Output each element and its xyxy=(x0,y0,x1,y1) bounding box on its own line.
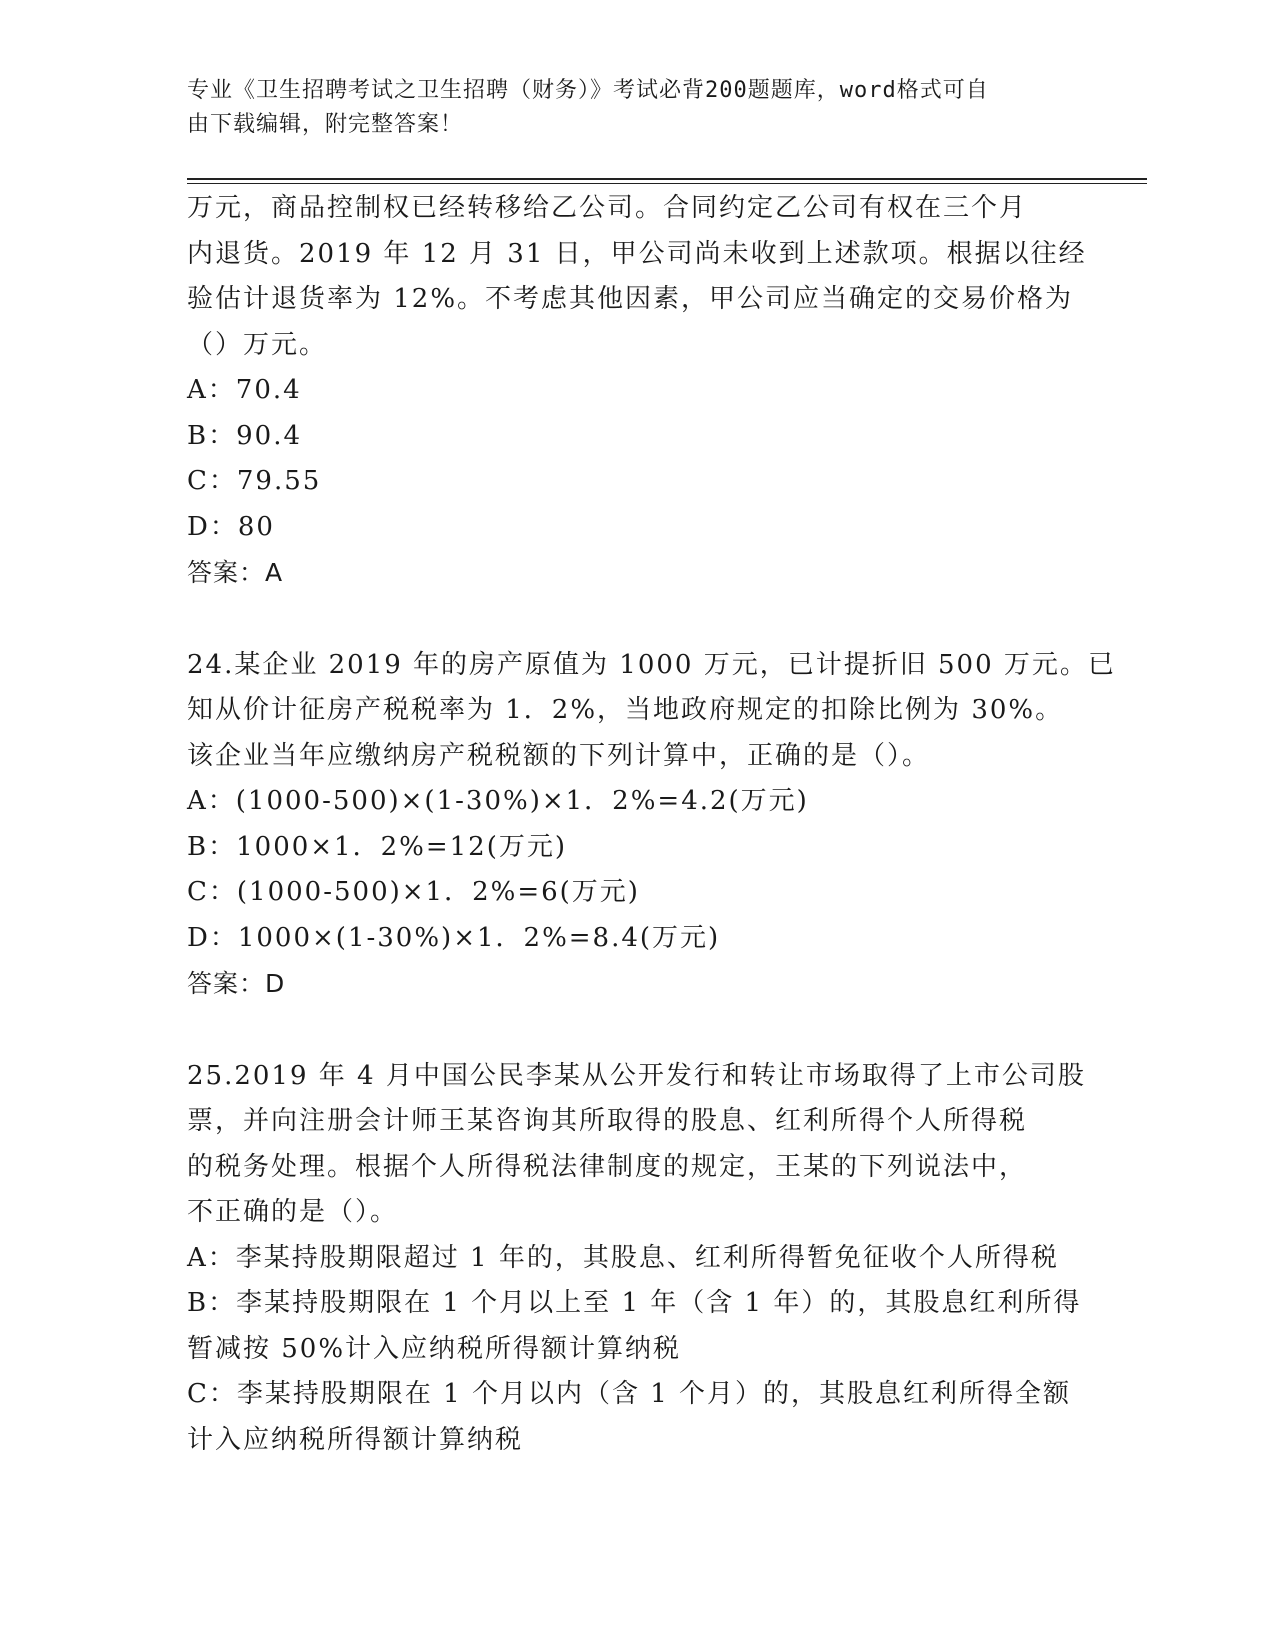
option-b-continued: 暂减按 50%计入应纳税所得额计算纳税 xyxy=(187,1333,682,1364)
option-d: D：80 xyxy=(187,511,275,542)
question-stem-line: 不正确的是（）。 xyxy=(187,1197,399,1227)
answer: 答案：A xyxy=(187,558,284,587)
option-b: B：1000×1．2%=12(万元) xyxy=(187,831,568,862)
option-c: C：(1000-500)×1．2%=6(万元) xyxy=(187,877,640,907)
option-c: C：79.55 xyxy=(187,466,322,496)
question-stem-line: 的税务处理。根据个人所得税法律制度的规定，王某的下列说法中， xyxy=(187,1151,1028,1182)
question-23 xyxy=(187,186,1087,596)
question-stem-line: 该企业当年应缴纳房产税税额的下列计算中，正确的是（）。 xyxy=(187,740,931,771)
header-rule-bottom xyxy=(187,183,1147,184)
question-stem-line: 票，并向注册会计师王某咨询其所取得的股息、红利所得个人所得税 xyxy=(187,1106,1028,1136)
question-stem-line: 24.某企业 2019 年的房产原值为 1000 万元，已计提折旧 500 万元。已 xyxy=(187,649,1116,680)
question-stem-line: 知从价计征房产税税率为 1．2%，当地政府规定的扣除比例为 30%。 xyxy=(187,695,1064,725)
question-stem-line: 验估计退货率为 12%。不考虑其他因素，甲公司应当确定的交易价格为 xyxy=(187,284,1074,314)
header-line-1: 专业《卫生招聘考试之卫生招聘（财务）》考试必背200题题库，word格式可自 xyxy=(187,78,989,103)
option-b: B：90.4 xyxy=(187,420,302,451)
header-rule-top xyxy=(187,178,1147,180)
option-c-continued: 计入应纳税所得额计算纳税 xyxy=(187,1424,524,1455)
option-c: C：李某持股期限在 1 个月以内（含 1 个月）的，其股息红利所得全额 xyxy=(187,1379,1072,1409)
header-line-2: 由下载编辑，附完整答案！ xyxy=(187,112,464,137)
option-d: D：1000×(1-30%)×1．2%=8.4(万元) xyxy=(187,922,721,953)
document-body xyxy=(187,186,1116,1463)
option-a: A：李某持股期限超过 1 年的，其股息、红利所得暂免征收个人所得税 xyxy=(187,1242,1059,1273)
question-stem-line: 内退货。2019 年 12 月 31 日，甲公司尚未收到上述款项。根据以往经 xyxy=(187,238,1087,269)
question-stem-line: 万元，商品控制权已经转移给乙公司。合同约定乙公司有权在三个月 xyxy=(187,193,1028,223)
question-25 xyxy=(187,1054,1087,1464)
question-stem-line: 25.2019 年 4 月中国公民李某从公开发行和转让市场取得了上市公司股 xyxy=(187,1060,1086,1091)
option-a: A：(1000-500)×(1-30%)×1．2%=4.2(万元) xyxy=(187,786,809,816)
question-stem-line: （）万元。 xyxy=(187,329,328,360)
option-a: A：70.4 xyxy=(187,375,302,405)
question-24 xyxy=(187,643,1116,1007)
answer: 答案：D xyxy=(187,969,286,998)
option-b: B：李某持股期限在 1 个月以上至 1 年（含 1 年）的，其股息红利所得 xyxy=(187,1288,1082,1318)
document-header xyxy=(187,74,1067,142)
